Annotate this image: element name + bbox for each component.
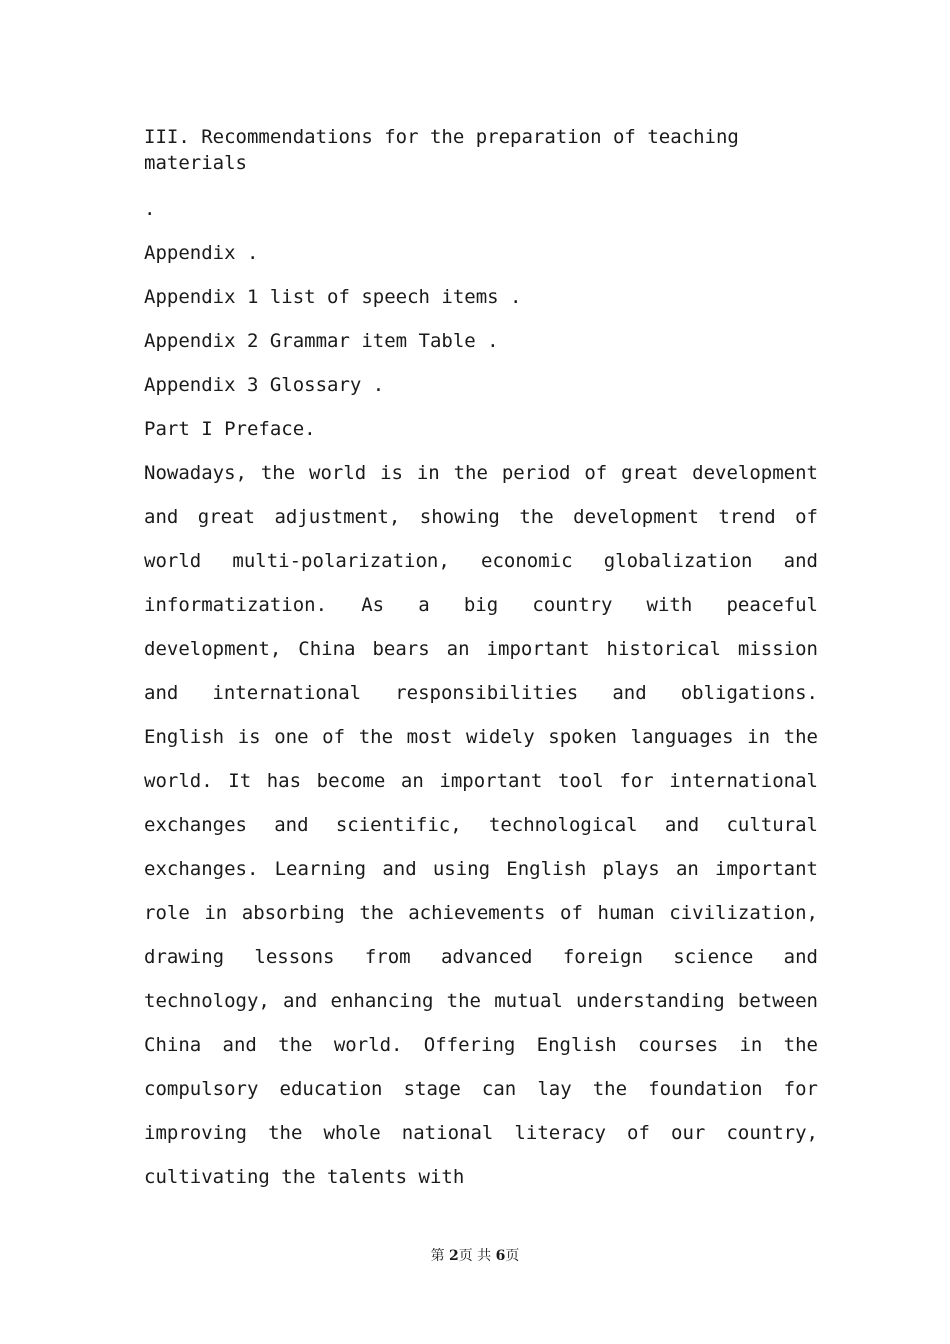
footer-total-pages: 6 [495,1248,506,1264]
body-paragraph: Nowadays, the world is in the period of great development and great adjustment, showing the development trend of world multi-polarization, economic globalization and informatization. As a big country with peaceful development, China bears an important historical mission and international responsibilities and obligations. English is one of the most widely spoken languages in the world. It has become an important tool for international exchanges and scientific, technological and cultural exchanges. Learning and using English plays an important role in absorbing the achievements of human civilization, drawing lessons from advanced foreign science and technology, and enhancing the mutual understanding between China and the world. Offering English courses in the compulsory education stage can lay the foundation for improving the whole national literacy of our country, cultivating the talents with [144,462,818,1188]
page-footer [0,1245,950,1265]
footer-middle: 页 共 [458,1248,496,1264]
footer-prefix: 第 [430,1248,450,1264]
toc-dot: . [144,198,156,220]
footer-current-page: 2 [449,1248,459,1264]
toc-item-appendix: Appendix . [144,242,259,264]
footer-suffix: 页 [505,1248,520,1264]
page-content [144,124,818,1199]
section-heading: III. Recommendations for the preparation of teaching materials [144,126,751,174]
toc-item-preface: Part I Preface. [144,418,316,440]
toc-item-appendix-1: Appendix 1 list of speech items . [144,286,522,308]
toc-item-appendix-3: Appendix 3 Glossary . [144,374,385,396]
toc-item-appendix-2: Appendix 2 Grammar item Table . [144,330,499,352]
